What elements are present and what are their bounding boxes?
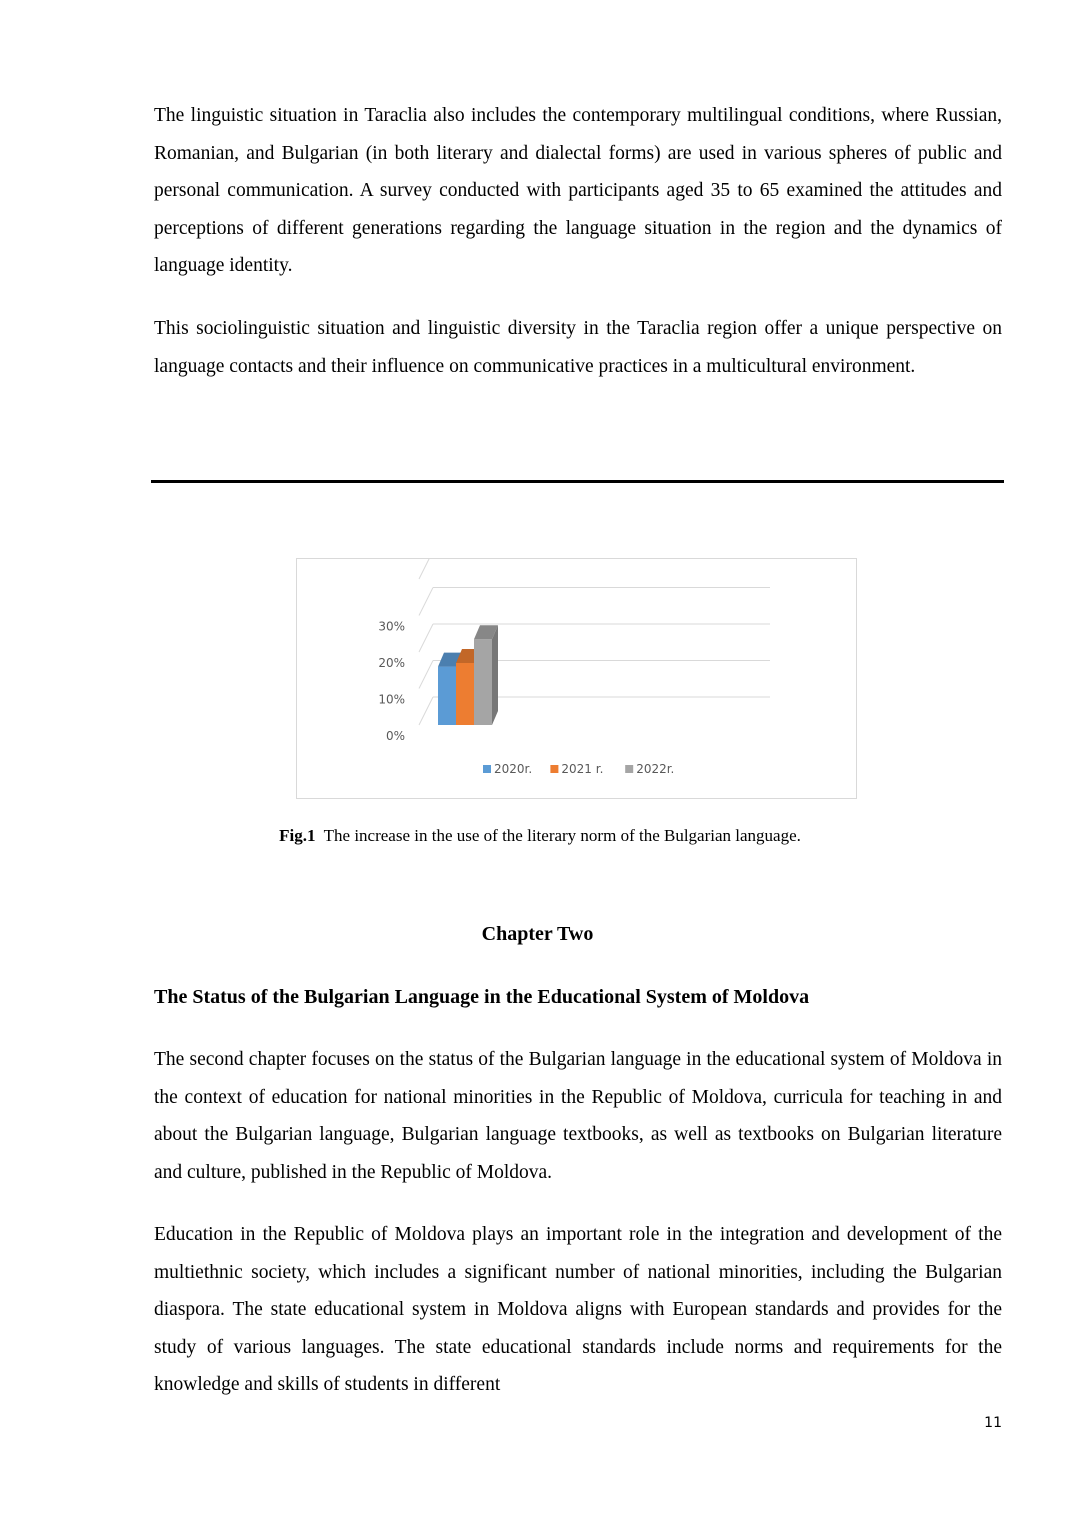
- bar-side: [492, 625, 498, 725]
- horizontal-rule: [151, 480, 1004, 483]
- y-tick-label: 0%: [385, 729, 405, 743]
- gridline-slant: [419, 624, 433, 652]
- paragraph-second-chapter: The second chapter focuses on the status of the Bulgarian language in the educational system of Moldova in the context of education for national minorities in the Republic of Moldova, curricula for teaching in and about the Bulgarian language, Bulgarian language textbooks, as well as textbooks on Bulgarian literature and culture, published in the Republic of Moldova.: [154, 1049, 1002, 1183]
- y-tick-label: 30%: [378, 619, 405, 634]
- page-number: 11: [984, 1415, 1002, 1431]
- legend-swatch: [483, 765, 491, 773]
- paragraph-linguistic-situation: The linguistic situation in Taraclia also includes the contemporary multilingual conditions, where Russian, Romanian, and Bulgarian (in both literary and dialectal forms) are used in various spheres of public and personal communication. A survey conducted with participants aged 35 to 65 examined the attitudes and perceptions of different generations regarding the language situation in the region and the dynamics of language identity.: [154, 105, 1002, 277]
- gridline-slant: [419, 588, 433, 616]
- legend-label: 2021 r.: [561, 762, 604, 776]
- gridline-slant: [419, 697, 433, 725]
- paragraph-education-moldova: Education in the Republic of Moldova plays an important role in the integration and development of the multiethnic society, which includes a significant number of national minorities, including the Bulgarian diaspora. The state educational system in Moldova aligns with European standards and provides for the study of various languages. The state educational standards include norms and requirements for the knowledge and skills of students in different: [154, 1224, 1002, 1396]
- gridline-slant: [419, 661, 433, 689]
- paragraph-sociolinguistic-situation: This sociolinguistic situation and linguistic diversity in the Taraclia region offer a unique perspective on language contacts and their influence on communicative practices in a multicultural environment.: [154, 318, 1002, 377]
- section-title: The Status of the Bulgarian Language in the Educational System of Moldova: [154, 986, 810, 1008]
- figure-label: Fig.1: [279, 826, 316, 845]
- bar-2022r: [474, 639, 492, 725]
- legend-label: 2022r.: [636, 762, 675, 776]
- figure-chart: [296, 558, 857, 799]
- chapter-title: Chapter Two: [481, 923, 594, 945]
- gridline-slant: [419, 559, 433, 579]
- y-tick-label: 10%: [378, 692, 405, 707]
- legend-swatch: [625, 765, 633, 773]
- legend-label: 2020r.: [494, 762, 533, 776]
- bar-2020r: [438, 667, 456, 725]
- bar-chart: [297, 559, 858, 800]
- figure-caption: [0, 824, 1080, 848]
- figure-caption-text: The increase in the use of the literary norm of the Bulgarian language.: [323, 826, 801, 845]
- y-tick-label: 20%: [378, 656, 405, 670]
- legend-swatch: [550, 765, 558, 773]
- bar-2021r: [456, 663, 474, 725]
